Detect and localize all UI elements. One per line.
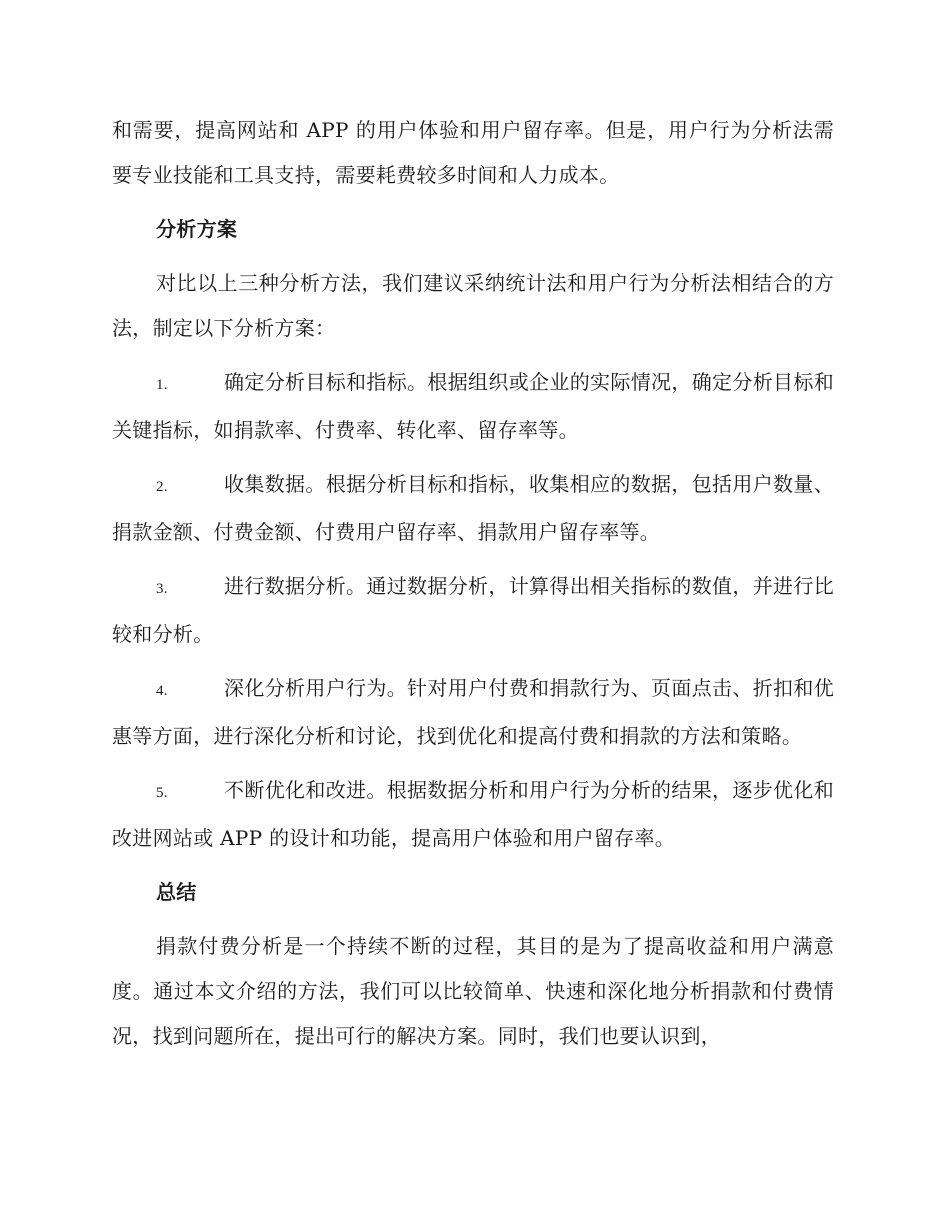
list-item-text: 收集数据。根据分析目标和指标，收集相应的数据，包括用户数量、捐款金额、付费金额、付费用户留存率、捐款用户留存率等。 xyxy=(112,472,834,544)
list-item-number: 3. xyxy=(156,581,168,597)
list-item-text: 确定分析目标和指标。根据组织或企业的实际情况，确定分析目标和关键指标，如捐款率、付费率、转化率、留存率等。 xyxy=(112,370,834,442)
list-item xyxy=(112,360,834,453)
document-content xyxy=(112,108,834,1068)
list-item-number: 5. xyxy=(156,785,168,801)
section-heading-analysis-plan: 分析方案 xyxy=(156,217,238,241)
list-item xyxy=(112,564,834,657)
intro-continuation-paragraph: 和需要，提高网站和 APP 的用户体验和用户留存率。但是，用户行为分析法需要专业技能和工具支持，需要耗费较多时间和人力成本。 xyxy=(112,118,834,187)
list-item-text: 不断优化和改进。根据数据分析和用户行为分析的结果，逐步优化和改进网站或 APP 的设计和功能，提高用户体验和用户留存率。 xyxy=(112,778,834,850)
list-item xyxy=(112,768,834,861)
list-item xyxy=(112,462,834,555)
list-item-number: 2. xyxy=(156,479,168,495)
list-item xyxy=(112,666,834,759)
section-heading-summary: 总结 xyxy=(156,880,197,904)
list-item-text: 深化分析用户行为。针对用户付费和捐款行为、页面点击、折扣和优惠等方面，进行深化分析和讨论，找到优化和提高付费和捐款的方法和策略。 xyxy=(112,676,834,748)
list-item-number: 1. xyxy=(156,377,168,393)
list-item-number: 4. xyxy=(156,683,168,699)
list-item-text: 进行数据分析。通过数据分析，计算得出相关指标的数值，并进行比较和分析。 xyxy=(112,574,834,646)
analysis-plan-intro-paragraph: 对比以上三种分析方法，我们建议采纳统计法和用户行为分析法相结合的方法，制定以下分析方案： xyxy=(112,271,834,340)
summary-paragraph: 捐款付费分析是一个持续不断的过程，其目的是为了提高收益和用户满意度。通过本文介绍的方法，我们可以比较简单、快速和深化地分析捐款和付费情况，找到问题所在，提出可行的解决方案。同时，我们也要认识到， xyxy=(112,934,834,1048)
